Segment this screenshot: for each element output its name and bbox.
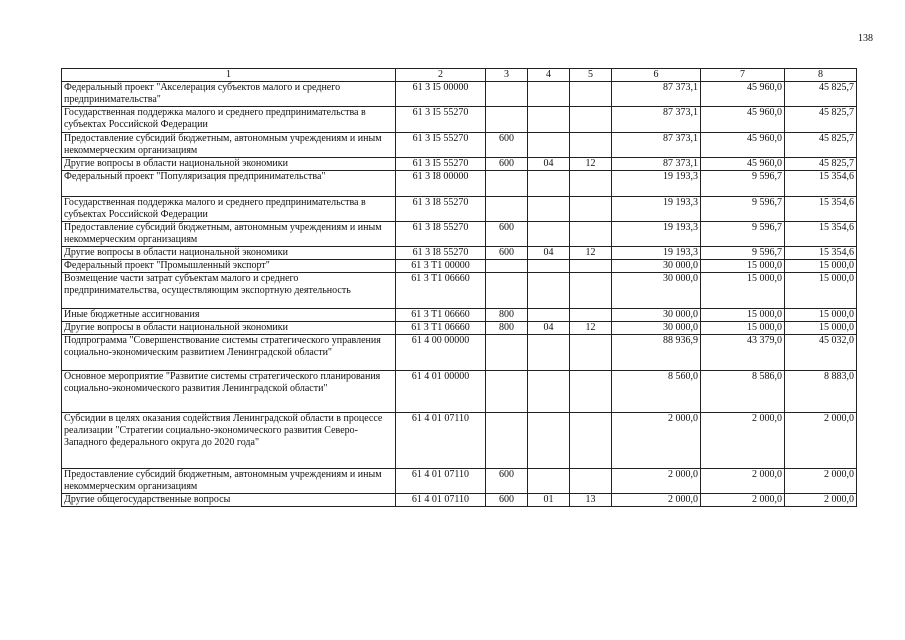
cell-csr: 61 3 T1 06660 [396, 322, 486, 335]
cell-year3: 15 000,0 [785, 322, 857, 335]
cell-vr: 800 [486, 322, 528, 335]
cell-year3: 8 883,0 [785, 371, 857, 413]
header-cell-year2: 7 [701, 69, 785, 82]
table-row [62, 247, 857, 260]
cell-year1: 2 000,0 [612, 494, 701, 507]
table-row [62, 494, 857, 507]
cell-csr: 61 3 I5 00000 [396, 82, 486, 107]
cell-year2: 15 000,0 [701, 260, 785, 273]
cell-rz [528, 133, 570, 158]
cell-rz [528, 335, 570, 371]
cell-year2: 2 000,0 [701, 494, 785, 507]
cell-rz: 04 [528, 322, 570, 335]
cell-rz [528, 222, 570, 247]
cell-vr [486, 273, 528, 309]
cell-rz: 04 [528, 158, 570, 171]
header-cell-csr: 2 [396, 69, 486, 82]
cell-pr [570, 413, 612, 469]
cell-year2: 15 000,0 [701, 309, 785, 322]
cell-year2: 9 596,7 [701, 222, 785, 247]
cell-rz [528, 107, 570, 133]
table-row [62, 197, 857, 222]
cell-year1: 30 000,0 [612, 273, 701, 309]
cell-name: Предоставление субсидий бюджетным, автономным учреждениям и иным некоммерческим организациям [62, 469, 396, 494]
cell-year3: 45 825,7 [785, 133, 857, 158]
cell-year3: 15 354,6 [785, 222, 857, 247]
cell-year1: 19 193,3 [612, 222, 701, 247]
cell-year3: 15 000,0 [785, 273, 857, 309]
cell-name: Федеральный проект "Популяризация предпринимательства" [62, 171, 396, 197]
cell-rz: 01 [528, 494, 570, 507]
cell-vr [486, 171, 528, 197]
header-cell-rz: 4 [528, 69, 570, 82]
header-cell-name: 1 [62, 69, 396, 82]
table-row [62, 222, 857, 247]
cell-name: Федеральный проект "Промышленный экспорт" [62, 260, 396, 273]
cell-year3: 45 032,0 [785, 335, 857, 371]
cell-name: Другие вопросы в области национальной экономики [62, 158, 396, 171]
cell-vr: 600 [486, 222, 528, 247]
cell-vr [486, 335, 528, 371]
cell-year2: 9 596,7 [701, 197, 785, 222]
cell-year1: 87 373,1 [612, 107, 701, 133]
cell-pr [570, 309, 612, 322]
cell-year2: 15 000,0 [701, 322, 785, 335]
cell-pr: 13 [570, 494, 612, 507]
cell-rz [528, 82, 570, 107]
table-row [62, 309, 857, 322]
cell-name: Субсидии в целях оказания содействия Ленинградской области в процессе реализации "Стратегии социально-экономического развития Северо-Западного федерального округа до 2020 года" [62, 413, 396, 469]
table-row [62, 322, 857, 335]
cell-year1: 88 936,9 [612, 335, 701, 371]
cell-csr: 61 3 I5 55270 [396, 158, 486, 171]
cell-year1: 19 193,3 [612, 197, 701, 222]
cell-csr: 61 3 I5 55270 [396, 133, 486, 158]
cell-name: Основное мероприятие "Развитие системы стратегического планирования социально-экономического развития Ленинградской области" [62, 371, 396, 413]
cell-year1: 30 000,0 [612, 309, 701, 322]
cell-year2: 15 000,0 [701, 273, 785, 309]
cell-name: Другие вопросы в области национальной экономики [62, 247, 396, 260]
cell-csr: 61 3 T1 00000 [396, 260, 486, 273]
cell-pr [570, 469, 612, 494]
cell-vr [486, 260, 528, 273]
cell-pr [570, 260, 612, 273]
cell-rz: 04 [528, 247, 570, 260]
cell-pr [570, 107, 612, 133]
cell-year1: 87 373,1 [612, 133, 701, 158]
cell-year1: 87 373,1 [612, 82, 701, 107]
cell-year1: 8 560,0 [612, 371, 701, 413]
cell-name: Иные бюджетные ассигнования [62, 309, 396, 322]
cell-year1: 30 000,0 [612, 322, 701, 335]
cell-year3: 45 825,7 [785, 158, 857, 171]
cell-year3: 45 825,7 [785, 82, 857, 107]
cell-pr [570, 273, 612, 309]
cell-year2: 45 960,0 [701, 133, 785, 158]
cell-name: Государственная поддержка малого и среднего предпринимательства в субъектах Российской Федерации [62, 107, 396, 133]
cell-rz [528, 371, 570, 413]
cell-vr [486, 371, 528, 413]
cell-year3: 45 825,7 [785, 107, 857, 133]
cell-vr: 600 [486, 133, 528, 158]
table-row [62, 107, 857, 133]
cell-year1: 19 193,3 [612, 171, 701, 197]
table-row [62, 82, 857, 107]
cell-rz [528, 309, 570, 322]
table-row [62, 158, 857, 171]
cell-csr: 61 4 01 00000 [396, 371, 486, 413]
cell-vr: 600 [486, 247, 528, 260]
cell-year2: 45 960,0 [701, 82, 785, 107]
cell-rz [528, 469, 570, 494]
cell-name: Предоставление субсидий бюджетным, автономным учреждениям и иным некоммерческим организациям [62, 222, 396, 247]
cell-year3: 2 000,0 [785, 469, 857, 494]
header-cell-year1: 6 [612, 69, 701, 82]
cell-csr: 61 3 T1 06660 [396, 309, 486, 322]
table-row [62, 260, 857, 273]
cell-year2: 45 960,0 [701, 158, 785, 171]
cell-pr [570, 335, 612, 371]
cell-name: Другие общегосударственные вопросы [62, 494, 396, 507]
cell-vr: 800 [486, 309, 528, 322]
cell-pr: 12 [570, 322, 612, 335]
cell-rz [528, 273, 570, 309]
cell-year1: 2 000,0 [612, 413, 701, 469]
cell-name: Федеральный проект "Акселерация субъектов малого и среднего предпринимательства" [62, 82, 396, 107]
cell-year1: 87 373,1 [612, 158, 701, 171]
cell-vr: 600 [486, 469, 528, 494]
cell-pr [570, 197, 612, 222]
header-cell-pr: 5 [570, 69, 612, 82]
cell-year3: 15 354,6 [785, 197, 857, 222]
cell-pr [570, 82, 612, 107]
cell-rz [528, 197, 570, 222]
cell-pr [570, 133, 612, 158]
cell-year2: 45 960,0 [701, 107, 785, 133]
table-row [62, 371, 857, 413]
cell-csr: 61 4 01 07110 [396, 469, 486, 494]
cell-csr: 61 3 T1 06660 [396, 273, 486, 309]
cell-year2: 9 596,7 [701, 247, 785, 260]
cell-rz [528, 413, 570, 469]
cell-name: Государственная поддержка малого и среднего предпринимательства в субъектах Российской Федерации [62, 197, 396, 222]
header-cell-year3: 8 [785, 69, 857, 82]
cell-year1: 30 000,0 [612, 260, 701, 273]
cell-csr: 61 4 01 07110 [396, 494, 486, 507]
header-cell-vr: 3 [486, 69, 528, 82]
cell-pr: 12 [570, 158, 612, 171]
cell-vr [486, 413, 528, 469]
cell-csr: 61 3 I8 55270 [396, 197, 486, 222]
cell-name: Возмещение части затрат субъектам малого и среднего предпринимательства, осуществляющим экспортную деятельность [62, 273, 396, 309]
cell-name: Подпрограмма "Совершенствование системы стратегического управления социально-экономическим развитием Ленинградской области" [62, 335, 396, 371]
cell-year3: 15 354,6 [785, 247, 857, 260]
cell-year3: 15 000,0 [785, 309, 857, 322]
cell-pr [570, 222, 612, 247]
cell-year2: 2 000,0 [701, 413, 785, 469]
table-row [62, 171, 857, 197]
cell-csr: 61 4 00 00000 [396, 335, 486, 371]
cell-rz [528, 171, 570, 197]
cell-csr: 61 3 I8 00000 [396, 171, 486, 197]
cell-year3: 15 354,6 [785, 171, 857, 197]
cell-vr: 600 [486, 158, 528, 171]
cell-pr: 12 [570, 247, 612, 260]
budget-table [61, 68, 857, 507]
cell-vr [486, 82, 528, 107]
cell-vr: 600 [486, 494, 528, 507]
table-row [62, 469, 857, 494]
cell-vr [486, 107, 528, 133]
cell-name: Другие вопросы в области национальной экономики [62, 322, 396, 335]
cell-year2: 2 000,0 [701, 469, 785, 494]
table-row [62, 335, 857, 371]
cell-csr: 61 3 I8 55270 [396, 222, 486, 247]
cell-pr [570, 371, 612, 413]
cell-csr: 61 3 I8 55270 [396, 247, 486, 260]
cell-csr: 61 4 01 07110 [396, 413, 486, 469]
table-row [62, 413, 857, 469]
cell-year3: 2 000,0 [785, 494, 857, 507]
cell-vr [486, 197, 528, 222]
cell-year2: 8 586,0 [701, 371, 785, 413]
table-body [62, 82, 857, 507]
page-number: 138 [858, 33, 873, 44]
cell-year1: 19 193,3 [612, 247, 701, 260]
cell-name: Предоставление субсидий бюджетным, автономным учреждениям и иным некоммерческим организациям [62, 133, 396, 158]
cell-year3: 15 000,0 [785, 260, 857, 273]
cell-year1: 2 000,0 [612, 469, 701, 494]
cell-year2: 9 596,7 [701, 171, 785, 197]
table-row [62, 273, 857, 309]
cell-year3: 2 000,0 [785, 413, 857, 469]
cell-rz [528, 260, 570, 273]
table-row [62, 133, 857, 158]
cell-csr: 61 3 I5 55270 [396, 107, 486, 133]
cell-pr [570, 171, 612, 197]
cell-year2: 43 379,0 [701, 335, 785, 371]
header-row [62, 69, 857, 82]
